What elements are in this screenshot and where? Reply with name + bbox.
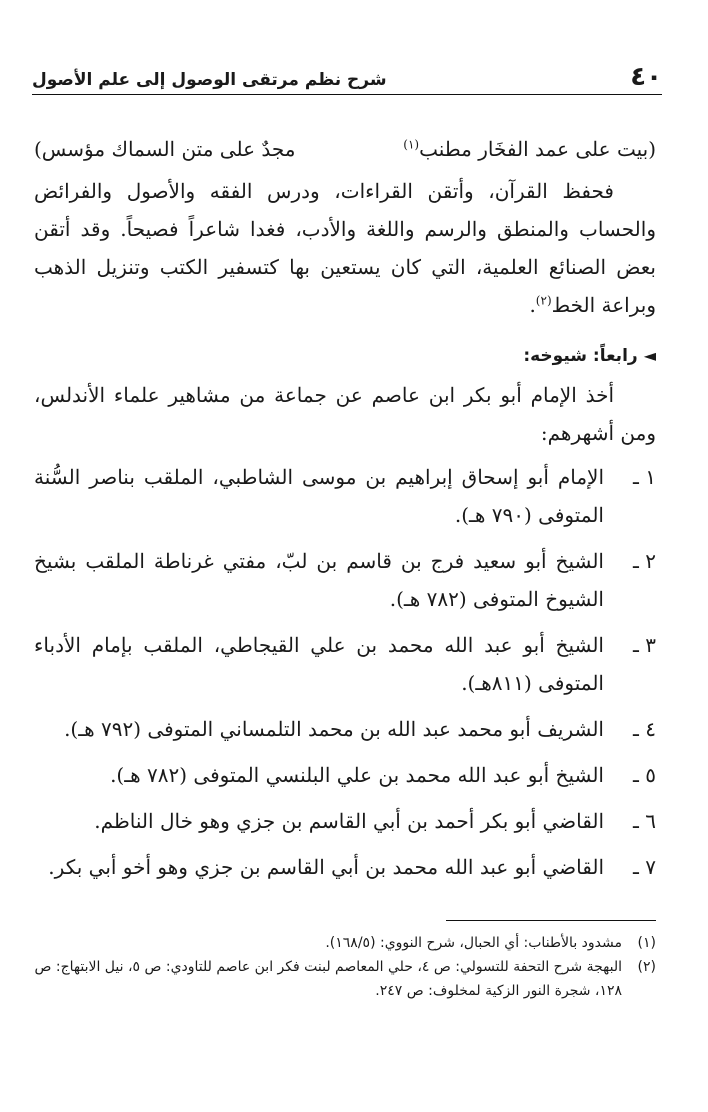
page-header [32, 62, 662, 102]
footnote-ref-2: (٢) [535, 293, 552, 308]
footnote-rule [446, 920, 656, 921]
paragraph-education-text: فحفظ القرآن، وأتقن القراءات، ودرس الفقه والأصول والفرائض والحساب والمنطق والرسم واللغة والأدب، فغدا شاعراً فصيحاً. وقد أتقن بعض الصنائع العلمية، التي كان يستعين بها كتسفير الكتب وتنزيل الذهب وبراعة الخط [34, 179, 656, 317]
footnote-1 [34, 931, 656, 955]
footnote-ref-1: (١) [403, 137, 420, 152]
list-item-text: الشريف أبو محمد عبد الله بن محمد التلمساني المتوفى (٧٩٢ هـ). [64, 717, 604, 741]
section-heading-text: رابعاً: شيوخه: [523, 346, 638, 366]
verse-first-hemistich-text: (بيت على عمد الفخَار مطنب [419, 137, 656, 161]
footnotes [34, 920, 656, 1003]
teachers-list [34, 458, 656, 886]
paragraph-teachers-intro: أخذ الإمام أبو بكر ابن عاصم عن جماعة من مشاهير علماء الأندلس، ومن أشهرهم: [34, 383, 656, 445]
list-item [34, 458, 656, 534]
list-item-number: ٢ ـ [633, 549, 656, 573]
list-item [34, 710, 656, 748]
list-item-number: ١ ـ [633, 465, 656, 489]
header-rule [32, 94, 662, 95]
poem-verse [34, 130, 656, 168]
list-item-text: القاضي أبو بكر أحمد بن أبي القاسم بن جزي وهو خال الناظم. [94, 809, 604, 833]
running-title: شرح نظم مرتقى الوصول إلى علم الأصول [32, 70, 387, 90]
list-item-text: الشيخ أبو سعيد فرج بن قاسم بن لبّ، مفتي غرناطة الملقب بشيخ الشيوخ المتوفى (٧٨٢ هـ). [34, 549, 604, 611]
list-item [34, 802, 656, 840]
list-item-number: ٥ ـ [633, 763, 656, 787]
section-heading [34, 338, 656, 374]
list-item [34, 756, 656, 794]
verse-first-hemistich [403, 130, 656, 168]
footnote-mark: (١) [637, 935, 656, 951]
list-item-text: الشيخ أبو عبد الله محمد بن علي البلنسي المتوفى (٧٨٢ هـ). [110, 763, 604, 787]
footnote-2 [34, 955, 656, 1003]
list-item [34, 626, 656, 702]
paragraph-education-end: . [529, 293, 536, 317]
paragraph-education [34, 172, 656, 324]
list-item-text: القاضي أبو عبد الله محمد بن أبي القاسم بن جزي وهو أخو أبي بكر. [48, 855, 604, 879]
list-item-text: الإمام أبو إسحاق إبراهيم بن موسى الشاطبي، الملقب بناصر السُّنة المتوفى (٧٩٠ هـ). [34, 465, 604, 527]
list-item-text: الشيخ أبو عبد الله محمد بن علي القيجاطي، الملقب بإمام الأدباء المتوفى (٨١١هـ). [34, 633, 604, 695]
footnote-text: البهجة شرح التحفة للتسولي: ص ٤، حلي المعاصم لبنت فكر ابن عاصم للتاودي: ص ٥، نيل الابتهاج: ص ١٢٨، شجرة النور الزكية لمخلوف: ص ٢٤٧. [34, 959, 622, 999]
main-text [34, 130, 656, 894]
list-item-number: ٤ ـ [633, 717, 656, 741]
footnote-mark: (٢) [637, 959, 656, 975]
page-number: ٤٠ [630, 62, 662, 92]
verse-second-hemistich: مجدٌ على متن السماك مؤسس) [34, 137, 296, 161]
list-item [34, 848, 656, 886]
list-item-number: ٧ ـ [633, 855, 656, 879]
list-item-number: ٣ ـ [633, 633, 656, 657]
arrow-icon: ◄ [643, 346, 656, 365]
footnote-text: مشدود بالأطناب: أي الحبال، شرح النووي: (١٦٨/٥). [325, 935, 622, 951]
list-item-number: ٦ ـ [633, 809, 656, 833]
list-item [34, 542, 656, 618]
